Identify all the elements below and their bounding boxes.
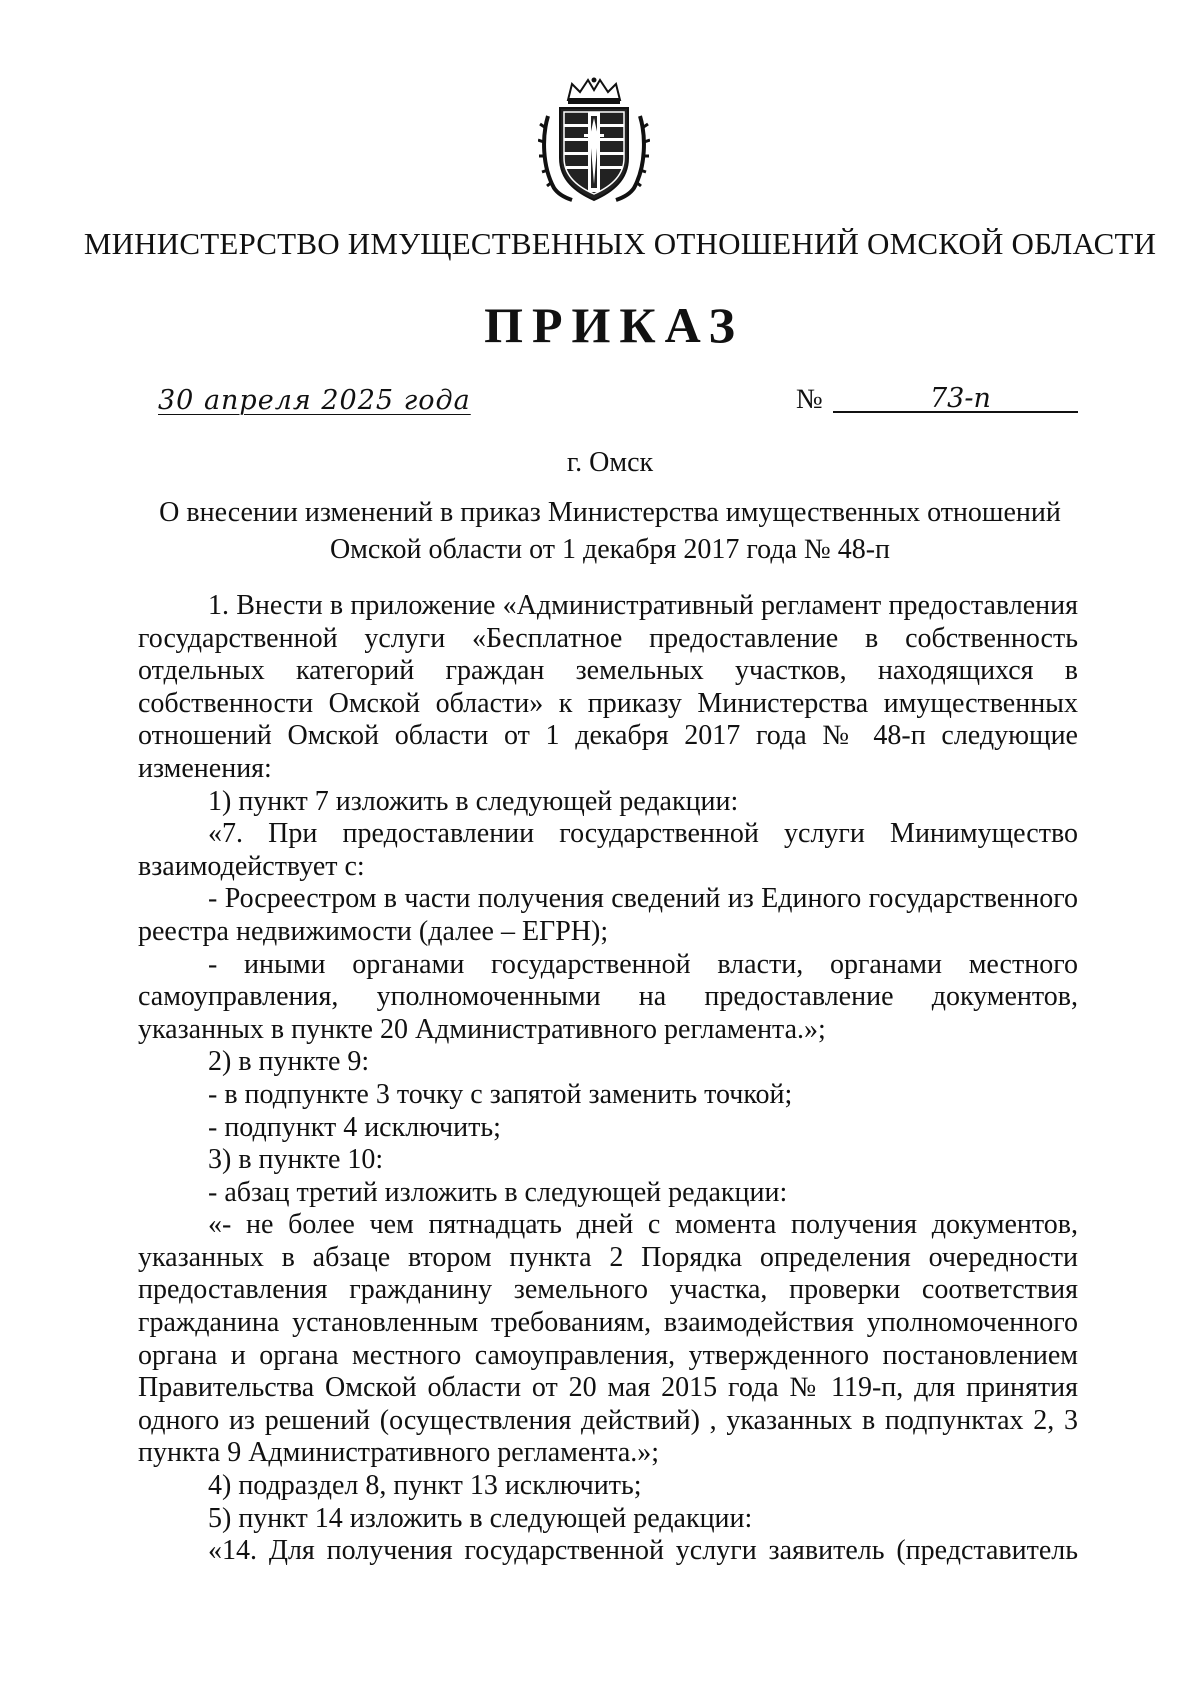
body-paragraph: - подпункт 4 исключить; <box>208 1111 501 1143</box>
handwritten-number: 73-п <box>930 383 991 414</box>
body-paragraph: 1) пункт 7 изложить в следующей редакции: <box>208 785 739 817</box>
body-paragraph: «7. При предоставлении государственной услуги Минимущество взаимодействует с: <box>138 818 1078 882</box>
city: г. Омск <box>566 447 654 478</box>
body-paragraph: 3) в пункте 10: <box>208 1144 384 1176</box>
body-paragraph: - иными органами государственной власти, органами местного самоуправления, уполномоченными на предоставление документов, указанных в пункте 20 Административного регламента.»; <box>138 948 1078 1045</box>
body-paragraph: - в подпункте 3 точку с запятой заменить точкой; <box>208 1078 793 1110</box>
omsk-coat-of-arms-icon <box>538 76 650 206</box>
handwritten-date: 30 апреля 2025 года <box>158 385 471 416</box>
body-paragraph: «- не более чем пятнадцать дней с момента получения документов, указанных в абзаце втором пункта 2 Порядка определения очередности предоставления гражданину земельного участка, проверки соответствия гражданина установленным требованиям, взаимодействия уполномоченного органа и органа местного самоуправления, утвержденного постановлением Правительства Омской области от 20 мая 2015 года № 119-п, для принятия одного из решений (осуществления действий) , указанных в подпунктах 2, 3 пункта 9 Административного регламента.»; <box>138 1209 1078 1469</box>
ministry-name: МИНИСТЕРСТВО ИМУЩЕСТВЕННЫХ ОТНОШЕНИЙ ОМСКОЙ ОБЛАСТИ <box>83 226 1157 261</box>
document-body <box>138 590 1078 1568</box>
body-paragraph: 5) пункт 14 изложить в следующей редакции: <box>208 1502 753 1534</box>
body-paragraph: 4) подраздел 8, пункт 13 исключить; <box>208 1470 642 1502</box>
body-paragraph: - абзац третий изложить в следующей редакции: <box>208 1176 788 1208</box>
body-paragraph: «14. Для получения государственной услуги заявитель (представитель <box>208 1535 1078 1567</box>
document-subject <box>0 494 1200 568</box>
body-paragraph: 1. Внести в приложение «Административный регламент предоставления государственной услуги «Бесплатное предоставление в собственность отдельных категорий граждан земельных участков, находящихся в собственности Омской области» к приказу Министерства имущественных отношений Омской области от 1 декабря 2017 года № 48-п следующие изменения: <box>138 590 1078 784</box>
subject-line-1: О внесении изменений в приказ Министерства имущественных отношений <box>159 497 1061 528</box>
number-label: № <box>796 384 823 415</box>
body-paragraph: - Росреестром в части получения сведений из Единого государственного реестра недвижимости (далее – ЕГРН); <box>138 883 1078 947</box>
subject-line-2: Омской области от 1 декабря 2017 года № 48-п <box>329 534 891 565</box>
body-paragraph: 2) в пункте 9: <box>208 1046 370 1078</box>
document-type-title: ПРИКАЗ <box>484 297 744 353</box>
